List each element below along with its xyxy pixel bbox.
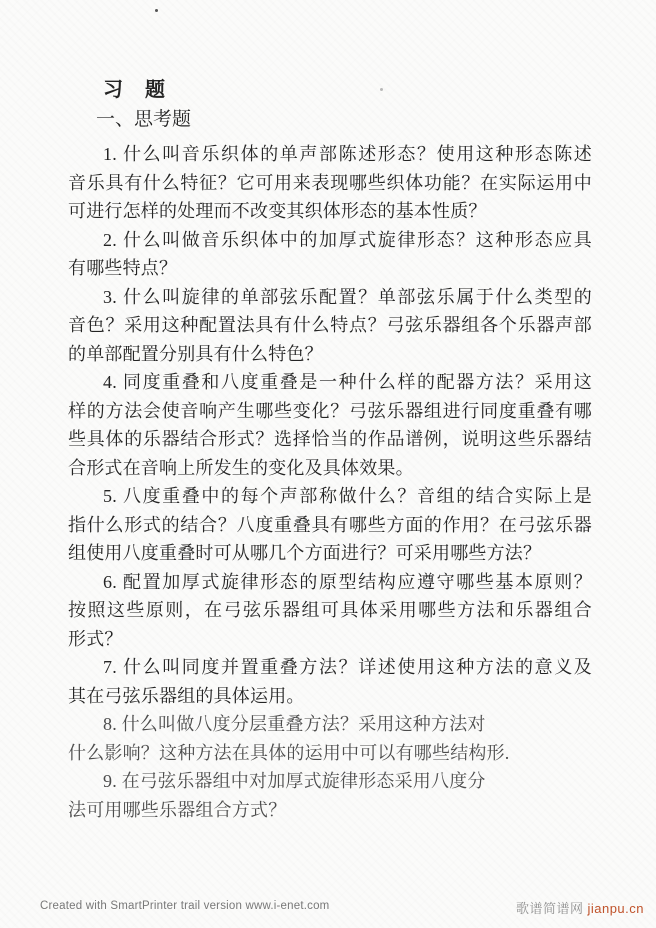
question-line: 4. 同度重叠和八度重叠是一种什么样的配器方法？采用这 [103, 372, 592, 392]
question-line: 按照这些原则，在弓弦乐器组可具体采用哪些方法和乐器组合 [68, 600, 592, 620]
watermark-domain: jianpu.cn [587, 901, 644, 916]
question-line: 指什么形式的结合？八度重叠具有哪些方面的作用？在弓弦乐器 [68, 514, 592, 535]
question-4 [68, 368, 592, 482]
question-line: 组使用八度重叠时可从哪几个方面进行？可采用哪些方法？ [68, 543, 542, 563]
smartprinter-credit: Created with SmartPrinter trail version www.i-enet.com [40, 900, 330, 912]
question-3 [68, 283, 592, 369]
question-line: 样的方法会使音响产生哪些变化？弓弦乐器组进行同度重叠有哪 [68, 400, 592, 421]
question-line: 1. 什么叫音乐织体的单声部陈述形态？使用这种形态陈述 [103, 144, 592, 164]
question-5 [68, 482, 592, 568]
question-line: 些具体的乐器结合形式？选择恰当的作品谱例，说明这些乐器结 [68, 429, 592, 449]
question-line: 5. 八度重叠中的每个声部称做什么？音组的结合实际上是 [103, 486, 592, 506]
question-8 [68, 710, 592, 767]
question-line: 7. 什么叫同度并置重叠方法？详述使用这种方法的意义及 [103, 657, 592, 677]
question-line: 法可用哪些乐器组合方式？ [68, 799, 287, 820]
question-line: 音乐具有什么特征？它可用来表现哪些织体功能？在实际运用中 [68, 172, 592, 193]
question-6 [68, 568, 592, 654]
question-9 [68, 767, 592, 824]
question-line: 什么影响？这种方法在具体的运用中可以有哪些结构形. [68, 742, 510, 763]
question-1 [68, 140, 592, 226]
watermark-site-name: 歌谱简谱网 [515, 901, 584, 916]
scan-artifact-speck [155, 9, 158, 12]
exercises-title: 习 题 [103, 79, 166, 101]
question-line: 9. 在弓弦乐器组中对加厚式旋律形态采用八度分 [103, 771, 486, 791]
question-line: 音色？采用这种配置法具有什么特点？弓弦乐器组各个乐器声部 [68, 315, 592, 335]
question-line: 可进行怎样的处理而不改变其织体形态的基本性质？ [68, 201, 487, 221]
section-heading-thinking-questions: 一、思考题 [96, 109, 192, 130]
question-7 [68, 653, 592, 710]
question-line: 3. 什么叫旋律的单部弦乐配置？单部弦乐属于什么类型的 [103, 286, 592, 307]
question-line: 有哪些特点？ [68, 258, 178, 278]
question-line: 形式？ [68, 628, 123, 649]
page-content [68, 78, 592, 824]
question-line: 的单部配置分别具有什么特色？ [68, 343, 323, 364]
question-line: 6. 配置加厚式旋律形态的原型结构应遵守哪些基本原则？ [103, 571, 592, 592]
watermark [516, 898, 644, 917]
question-line: 8. 什么叫做八度分层重叠方法？采用这种方法对 [103, 714, 486, 734]
question-2 [68, 226, 592, 283]
question-line: 其在弓弦乐器组的具体运用。 [68, 685, 305, 706]
question-line: 2. 什么叫做音乐织体中的加厚式旋律形态？这种形态应具 [103, 229, 592, 250]
question-line: 合形式在音响上所发生的变化及具体效果。 [68, 457, 414, 478]
